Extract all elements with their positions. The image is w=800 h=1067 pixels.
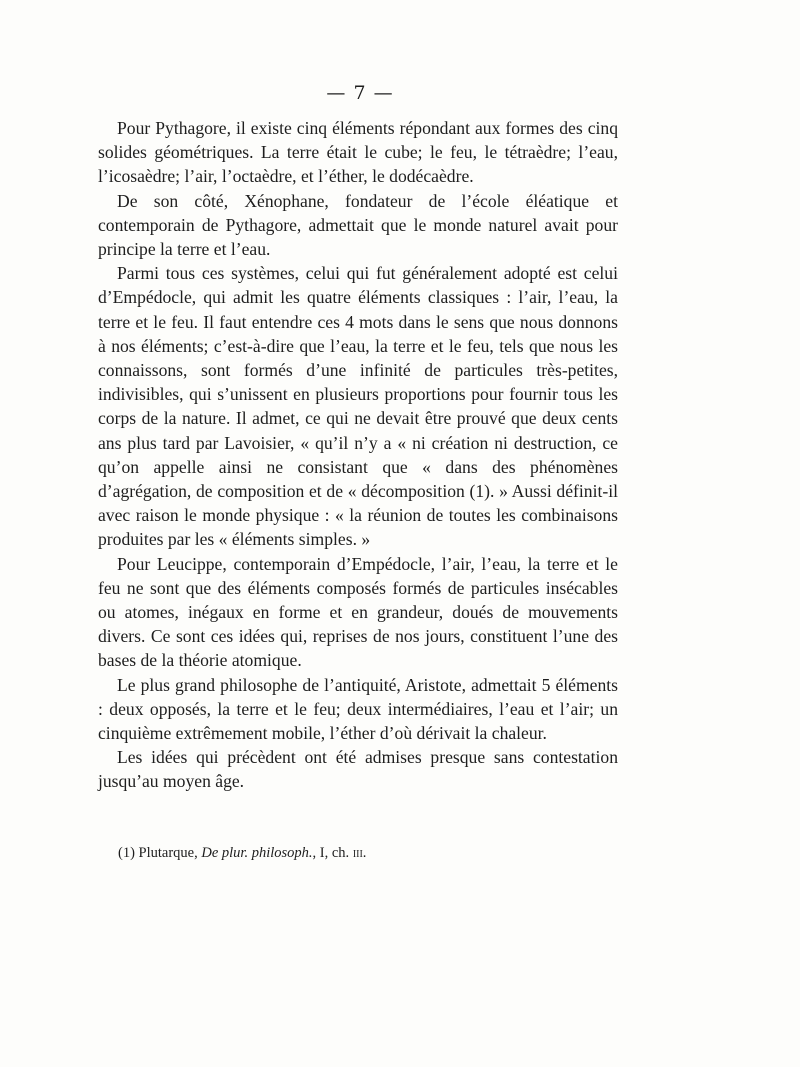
- footnote-author: Plutarque,: [138, 845, 198, 861]
- paragraph-xenophane: De son côté, Xénophane, fondateur de l’école éléatique et contemporain de Pythagore, admettait que le monde naturel avait pour principe la terre et l’eau.: [98, 190, 618, 260]
- footnote-reference: , I, ch.: [312, 845, 350, 861]
- paragraph-moyen-age: Les idées qui précèdent ont été admises presque sans contestation jusqu’au moyen âge.: [98, 747, 618, 792]
- footnote-title: De plur. philosoph.: [201, 845, 313, 861]
- paragraph-aristote: Le plus grand philosophe de l’antiquité, Aristote, admettait 5 éléments : deux opposés, la terre et le feu; deux intermédiaires, l’eau et l’air; un cinquième extrêmement mobile, l’éther d’où dérivait la chaleur.: [98, 674, 618, 744]
- footnote: [118, 843, 598, 863]
- paragraph-pythagore: Pour Pythagore, il existe cinq éléments répondant aux formes des cinq solides géométriques. La terre était le cube; le feu, le tétraèdre; l’eau, l’icosaèdre; l’air, l’octaèdre, et l’éther, le dodécaèdre.: [98, 118, 618, 187]
- paragraph-leucippe: Pour Leucippe, contemporain d’Empédocle, l’air, l’eau, la terre et le feu ne sont que des éléments composés formés de particules insécables ou atomes, inégaux en forme et en grandeur, doués de mouvements divers. Ce sont ces idées qui, reprises de nos jours, constituent l’une des bases de la théorie atomique.: [98, 553, 618, 671]
- paragraph-empedocle: Parmi tous ces systèmes, celui qui fut généralement adopté est celui d’Empédocle, qui admit les quatre éléments classiques : l’air, l’eau, la terre et le feu. Il faut entendre ces 4 mots dans le sens que nous donnons à nos éléments; c’est-à-dire que l’eau, la terre et le feu, tels que nous les connaissons, sont formés d’une infinité de particules très-petites, indivisibles, qui s’unissent en plusieurs proportions pour fournir tous les corps de la nature. Il admet, ce qui ne devait être prouvé que deux cents ans plus tard par Lavoisier, « qu’il n’y a « ni création ni destruction, ce qu’on appelle ainsi ne consistant que « dans des phénomènes d’agrégation, de composition et de « décomposition (1). » Aussi définit-il avec raison le monde physique : « la réunion de toutes les combinaisons produites par les « éléments simples. »: [98, 263, 618, 550]
- footnote-marker: (1): [118, 845, 135, 861]
- main-text: [98, 116, 618, 794]
- footnote-chapter: iii.: [352, 845, 367, 861]
- page-number: — 7 —: [326, 82, 394, 104]
